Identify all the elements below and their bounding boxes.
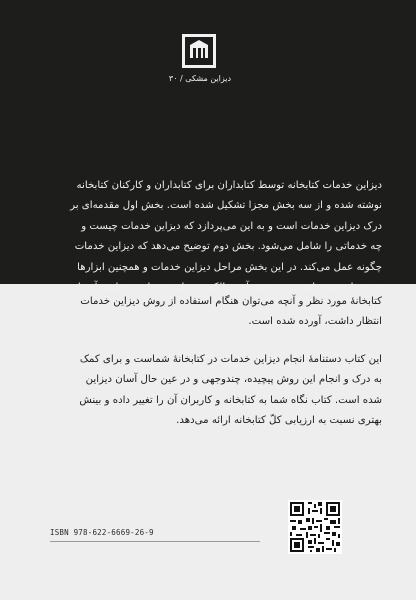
text-line: درک دیزاین خدمات است و به این می‌پردازد که دیزاین خدمات چیست و	[81, 220, 382, 232]
description-paragraph-2	[42, 292, 382, 333]
text-line: شده است. کتاب نگاه شما به کتابخانه و کاربران آن را تغییر داده و بینش	[79, 394, 382, 406]
text-line: این کتاب دستنامهٔ انجام دیزاین خدمات در کتابخانهٔ شماست و برای کمک	[79, 354, 382, 365]
text-line: چگونه عمل می‌کند. در این بخش مراحل دیزاین خدمات و همچنین ابزارها	[77, 261, 382, 273]
text-line: شرح داده شده است. در بخش آخر مالکیت دیزاین خدمات و تطبیق آن با	[77, 282, 382, 294]
text-line: دیزاین خدمات کتابخانه توسط کتابداران برای کتابداران و کارکنان کتابخانه	[76, 180, 382, 191]
publisher-logo-icon	[182, 34, 216, 68]
text-line: انتظار داشت، آورده شده است.	[248, 316, 382, 328]
series-label: دیزاین مشکی / ۳۰	[168, 74, 232, 83]
description-paragraph-1	[42, 176, 382, 298]
isbn-number: ISBN 978-622-6669-26-9	[50, 528, 154, 537]
qr-code-icon	[288, 500, 342, 554]
text-line: چه خدماتی را شامل می‌شود. بخش دوم توضیح می‌دهد که دیزاین خدمات	[74, 241, 382, 253]
text-line: بهتری نسبت به ارزیابی کلّ کتابخانه ارائه می‌دهد.	[176, 415, 382, 427]
text-line: به درک و انجام این روش پیچیده، چندوجهی و در عین حال آسان دیزاین	[85, 374, 382, 386]
description-paragraph-3	[42, 350, 382, 432]
text-line: نوشته شده و از سه بخش مجزا تشکیل شده است. بخش اول مقدمه‌ای بر	[70, 200, 382, 212]
isbn-divider	[50, 541, 260, 542]
text-line: کتابخانهٔ مورد نظر و آنچه می‌توان هنگام استفاده از روش دیزاین خدمات	[80, 296, 382, 307]
